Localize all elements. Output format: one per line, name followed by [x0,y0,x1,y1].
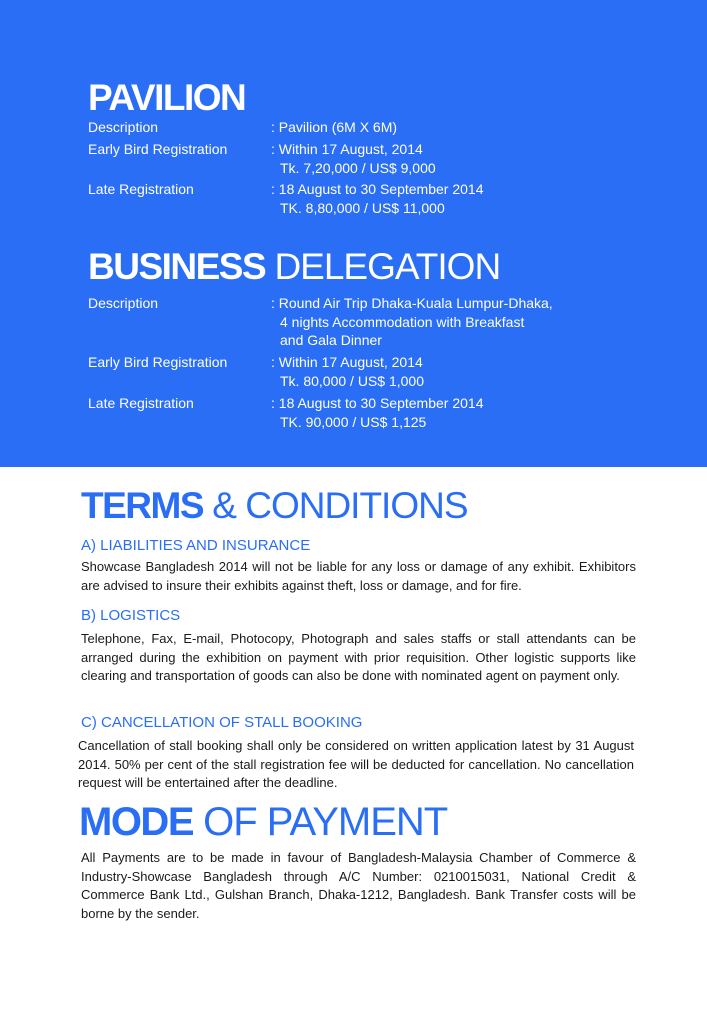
terms-title [81,486,468,526]
value-line: : 18 August to 30 September 2014 [271,181,484,197]
title-bold: BUSINESS [88,246,266,287]
row-label: Description [88,295,159,311]
cancellation-text: Cancellation of stall booking shall only be considered on written application latest by 31 August 2014. 50% per cent of the stall registration fee will be deducted for cancellation. No cancellation request will be entertained after the deadline. [78,738,634,790]
title-light: DELEGATION [274,246,501,287]
row-value [271,394,484,431]
value-line: TK. 8,80,000 / US$ 11,000 [280,199,445,216]
title-bold: MODE [79,800,193,844]
title-light: OF PAYMENT [203,800,448,844]
title-light: & CONDITIONS [212,485,468,526]
logistics-text: Telephone, Fax, E-mail, Photocopy, Photograph and sales staffs or stall attendants can be arranged during the exhibition on payment with prior requisition. Other logistic supports like clearing and transportation of goods can also be done with nominated agent on payment only. [81,631,636,683]
value-line: Tk. 7,20,000 / US$ 9,000 [280,159,436,176]
payment-title [79,800,447,844]
row-label: Late Registration [88,181,194,197]
row-label: Description [88,119,159,135]
row-label: Early Bird Registration [88,141,228,157]
value-line: TK. 90,000 / US$ 1,125 [280,413,427,430]
fees-panel [0,0,707,467]
payment-text: All Payments are to be made in favour of Bangladesh-Malaysia Chamber of Commerce & Industry-Showcase Bangladesh through A/C Number: 0210015031, National Credit & Commerce Bank Ltd., Gulshan Branch, Dhaka-1212, Bangladesh. Bank Transfer costs will be borne by the sender. [81,850,636,921]
liabilities-heading: A) LIABILITIES AND INSURANCE [81,537,311,554]
value-line: : Within 17 August, 2014 [271,354,423,370]
pavilion-title-text: PAVILION [88,77,246,118]
row-value [271,180,484,217]
row-value [271,294,553,350]
row-label: Early Bird Registration [88,354,228,370]
value-line: : 18 August to 30 September 2014 [271,395,484,411]
row-value [271,118,397,137]
row-value [271,353,424,390]
value-line: Tk. 80,000 / US$ 1,000 [280,372,424,389]
pavilion-title [88,78,245,118]
title-bold: TERMS [81,485,203,526]
logistics-heading: B) LOGISTICS [81,607,181,624]
value-line: and Gala Dinner [280,332,382,348]
business-delegation-title [88,247,500,287]
liabilities-text: Showcase Bangladesh 2014 will not be liable for any loss or damage of any exhibit. Exhibitors are advised to insure their exhibits against theft, loss or damage, and for fire. [81,559,636,593]
value-line: 4 nights Accommodation with Breakfast [280,313,525,330]
value-line: : Within 17 August, 2014 [271,141,423,157]
value-line: : Round Air Trip Dhaka-Kuala Lumpur-Dhaka, [271,295,553,311]
row-label: Late Registration [88,395,194,411]
value-line: : Pavilion (6M X 6M) [271,119,398,135]
cancellation-heading: C) CANCELLATION OF STALL BOOKING [81,714,363,731]
row-value [271,140,436,177]
